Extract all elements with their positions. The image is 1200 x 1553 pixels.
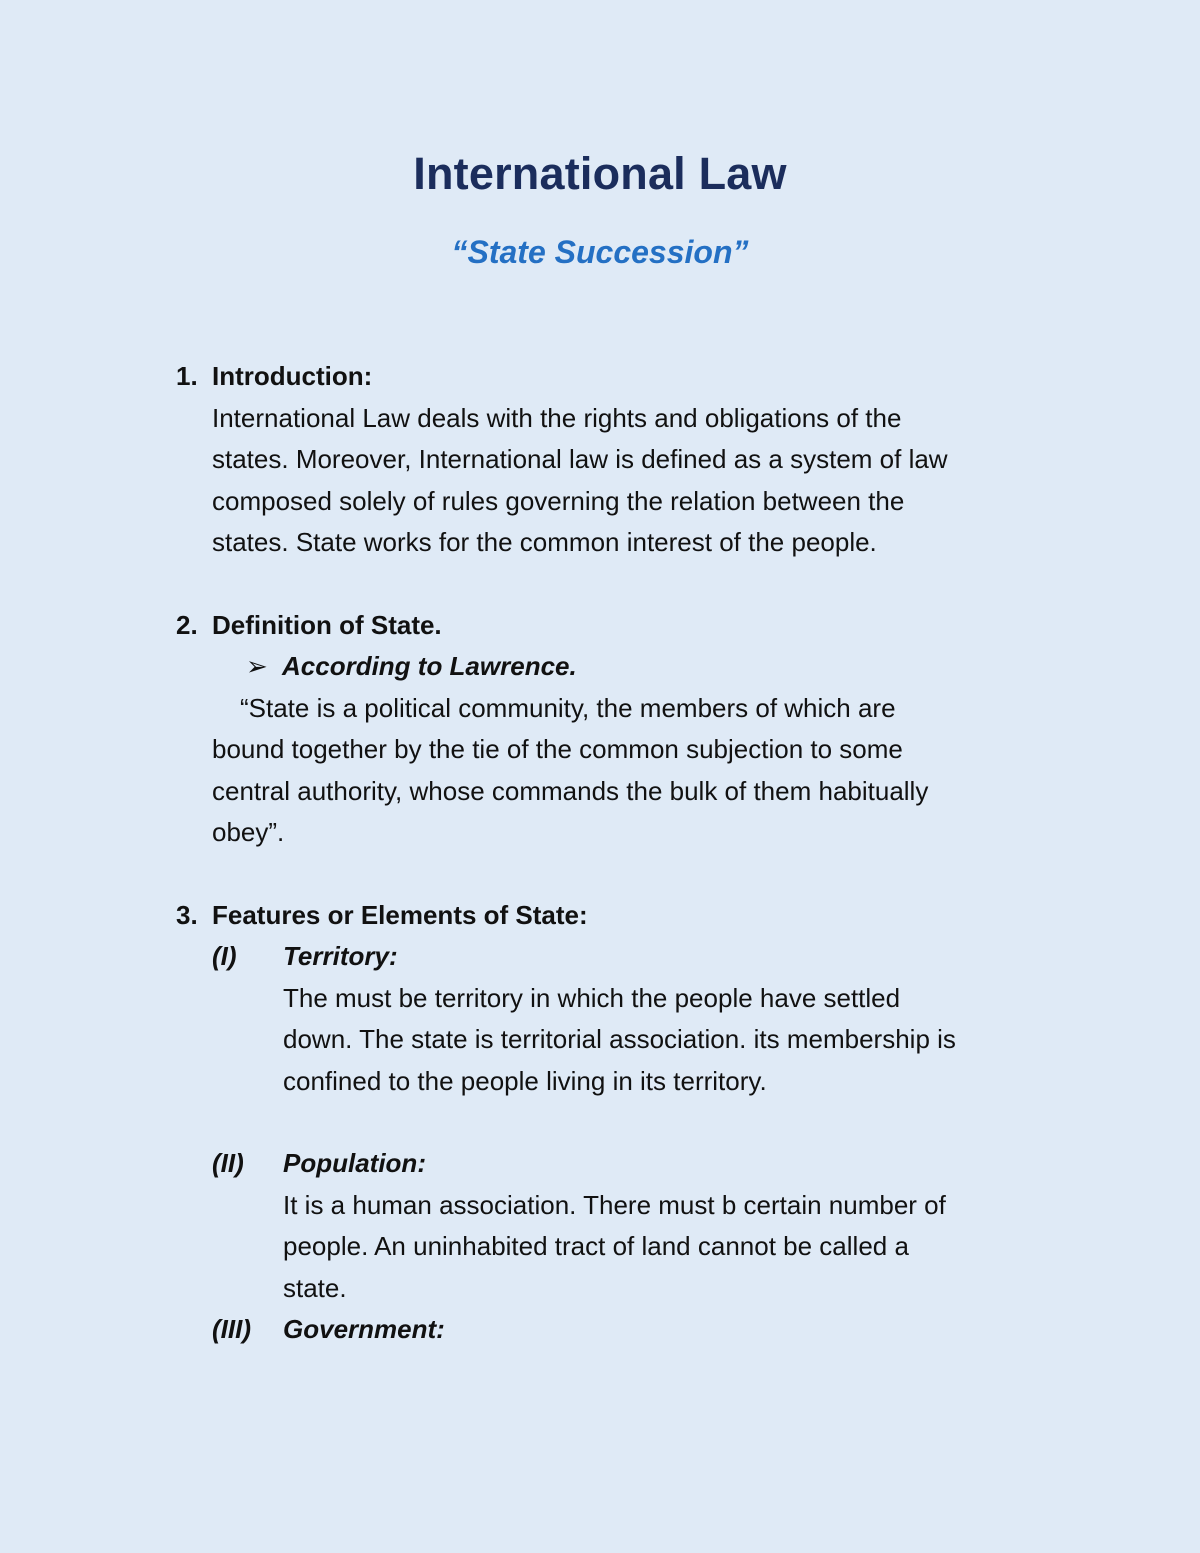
section-number: 1. [176, 361, 198, 391]
text-line: confined to the people living in its territory. [283, 1065, 767, 1096]
section-title: Introduction: [212, 361, 373, 391]
section-introduction [176, 356, 1056, 564]
text-line: The must be territory in which the people have settled [283, 982, 901, 1013]
document-title: International Law [413, 148, 787, 199]
feature-item-heading [176, 1143, 1056, 1185]
feature-item-heading [176, 936, 1056, 978]
section-title: Definition of State. [212, 609, 442, 640]
text-line: International Law deals with the rights and obligations of the [212, 402, 902, 433]
section-title: Features or Elements of State: [212, 899, 588, 930]
section-features [176, 895, 1056, 1351]
feature-item-label: Population: [283, 1148, 426, 1178]
quote-line: “State is a political community, the members of which are [240, 692, 896, 723]
text-line: down. The state is territorial association. its membership is [283, 1024, 956, 1054]
section-heading [176, 605, 1056, 647]
text-line: state. [283, 1272, 347, 1303]
section-number: 3. [176, 899, 198, 930]
feature-item-number: (I) [212, 941, 237, 971]
document-subtitle: “State Succession” [451, 234, 749, 270]
quote-line: obey”. [212, 817, 285, 847]
spacer [176, 854, 1056, 895]
spacer [176, 1102, 1056, 1143]
document-body [176, 356, 1056, 1351]
section-heading [176, 895, 1056, 937]
feature-item-label: Territory: [283, 941, 398, 971]
section-heading [176, 356, 1056, 398]
spacer [176, 564, 1056, 605]
feature-item-number: (II) [212, 1148, 244, 1178]
feature-item-label: Government: [283, 1314, 445, 1344]
section-definition [176, 605, 1056, 854]
text-line: It is a human association. There must b certain number of [283, 1189, 946, 1220]
text-line: people. An uninhabited tract of land cannot be called a [283, 1231, 909, 1261]
feature-item-number: (III) [212, 1314, 251, 1344]
text-line: states. State works for the common interest of the people. [212, 527, 877, 557]
arrow-bullet-icon: ➢ [246, 651, 268, 681]
feature-item-body [176, 978, 1056, 1103]
section-paragraph [176, 398, 1056, 564]
text-line: composed solely of rules governing the relation between the [212, 485, 905, 516]
section-number: 2. [176, 609, 198, 640]
quote-line: central authority, whose commands the bulk of them habitually [212, 775, 929, 806]
feature-item-body [176, 1185, 1056, 1310]
text-line: states. Moreover, International law is defined as a system of law [212, 444, 948, 474]
bullet-text: According to Lawrence. [282, 651, 577, 681]
feature-item-heading [176, 1309, 1056, 1351]
quote-line: bound together by the tie of the common subjection to some [212, 734, 903, 764]
bullet-item [176, 646, 1056, 688]
